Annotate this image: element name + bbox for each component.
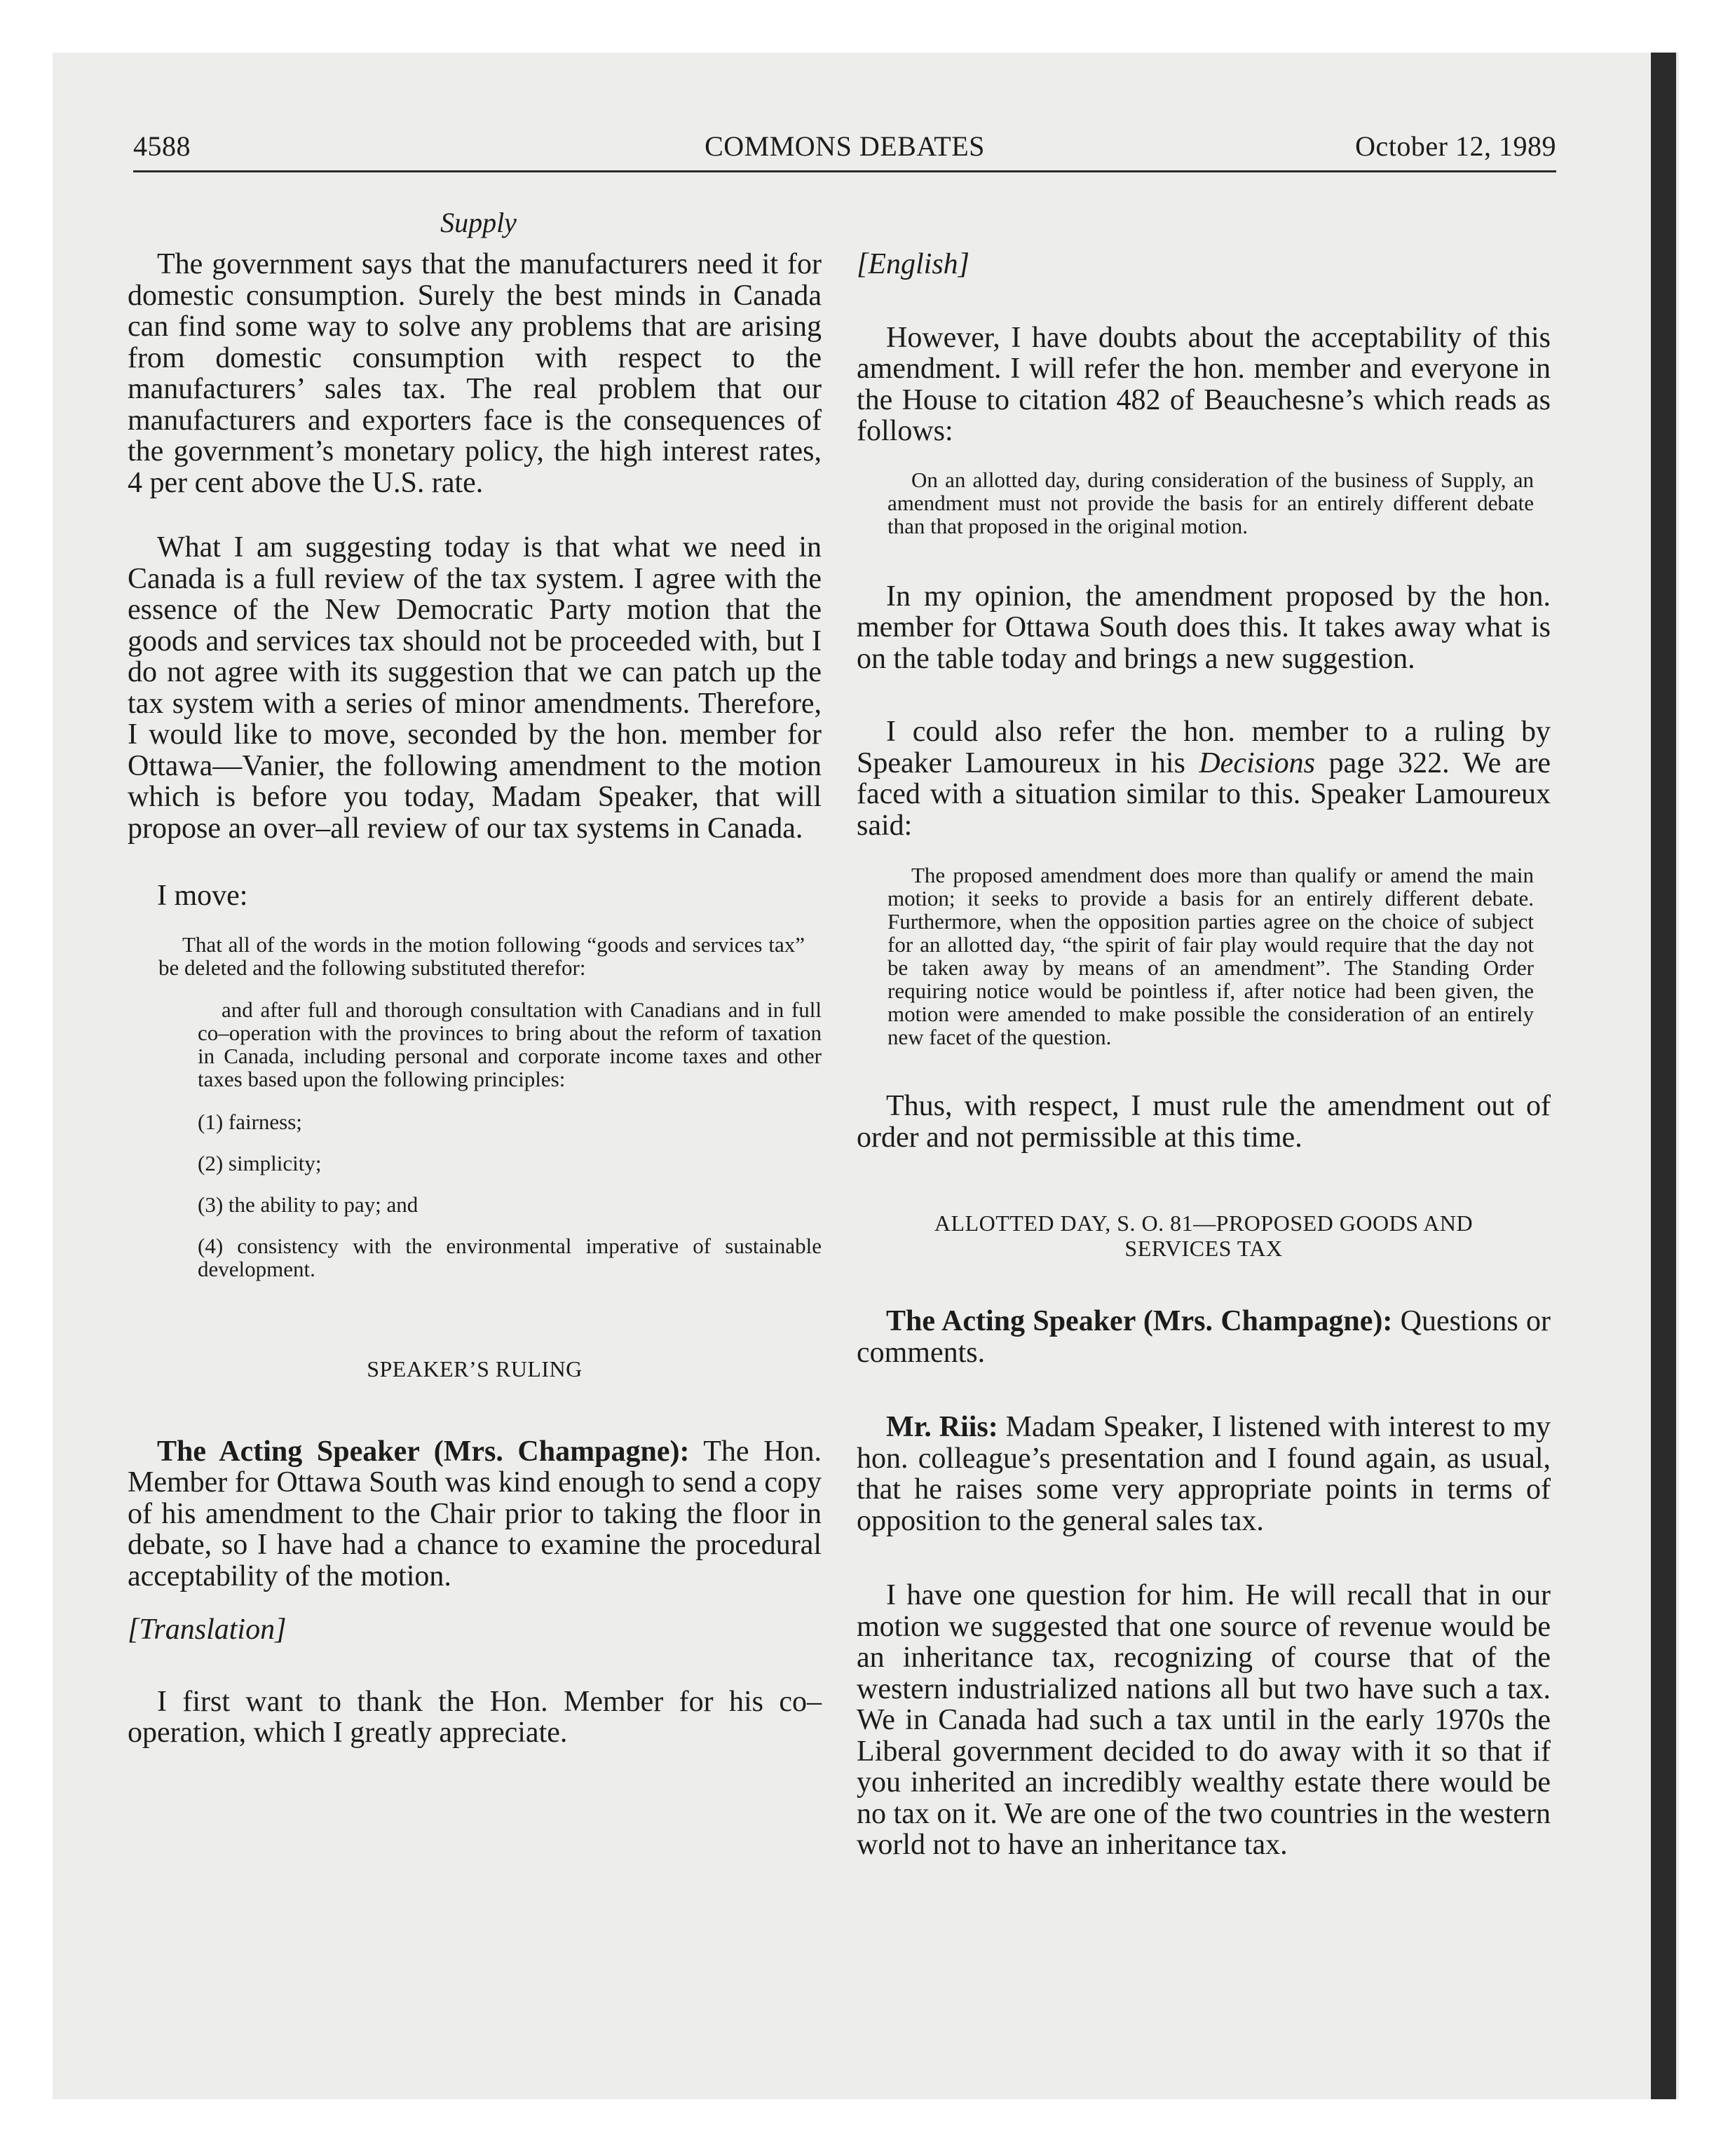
paragraph: However, I have doubts about the acceptability of this amendment. I will refer the hon. member and everyone in the House to citation 482 of Beauchesne’s which reads as follows:	[857, 321, 1551, 447]
binding-edge	[1651, 53, 1676, 2099]
page-number: 4588	[133, 130, 191, 162]
paragraph: In my opinion, the amendment proposed by the hon. member for Ottawa South does this. It takes away what is on the table today and brings a new suggestion.	[857, 580, 1551, 675]
speaker-text: The Hon. Member for Ottawa South was kind enough to send a copy of his amendment to the Chair prior to taking the floor in debate, so I have had a chance to examine the procedural acceptability of the motion.	[128, 1435, 822, 1592]
i-move: I move:	[157, 880, 248, 912]
motion-text: and after full and thorough consultation with Canadians and in full co–operation with the provinces to bring about the reform of taxation in Canada, including personal and corporate income taxes and other taxes based upon the following principles:	[198, 997, 822, 1091]
paragraph: The government says that the manufacturers need it for domestic consumption. Surely the best minds in Canada can find some way to solve any problems that are arising from domestic consumption with respect to the manufacturers’ sales tax. The real problem that our manufacturers and exporters face is the consequences of the government’s monetary policy, the high interest rates, 4 per cent above the U.S. rate.	[128, 248, 822, 499]
speaker-name: The Acting Speaker (Mrs. Champagne):	[157, 1435, 690, 1468]
english-tag: [English]	[857, 248, 970, 280]
principle-item: (3) the ability to pay; and	[198, 1192, 419, 1217]
page-header	[133, 130, 1556, 172]
lamoureux-quote: The proposed amendment does more than qualify or amend the main motion; it seeks to provide a basis for an entirely different debate. Furthermore, when the opposition parties agree on the choice of subject for an allotted day, “the spirit of fair play would require that the day not be taken away by means of an amendment”. The Standing Order requiring notice would be pointless if, after notice had been given, the motion were amended to make possible the consideration of an entirely new facet of the question.	[887, 863, 1534, 1049]
translation-tag: [Translation]	[128, 1613, 287, 1646]
ruling-heading: SPEAKER’S RULING	[367, 1356, 583, 1381]
right-column	[857, 249, 1551, 1861]
principle-item: (4) consistency with the environmental imperative of sustainable development.	[198, 1233, 822, 1281]
decisions-title: Decisions	[1199, 746, 1315, 779]
speaker-name: Mr. Riis:	[886, 1411, 998, 1443]
speaker-statement	[857, 1412, 1551, 1536]
paragraph: I could also refer the hon. member to a ruling by Speaker Lamoureux in his Decisions page 322. We are faced with a situation similar to this. Speaker Lamoureux said:	[857, 716, 1551, 842]
citation-quote: On an allotted day, during consideration of the business of Supply, an amendment must not provide the basis for an entirely different debate than that proposed in the original motion.	[887, 467, 1534, 538]
principle-item: (1) fairness;	[198, 1109, 302, 1134]
page-date: October 12, 1989	[1355, 130, 1556, 162]
publication-title: COMMONS DEBATES	[705, 130, 985, 162]
paragraph: I first want to thank the Hon. Member for his co–operation, which I greatly appreciate.	[128, 1685, 822, 1749]
speaker-statement	[128, 1436, 822, 1592]
paragraph: I have one question for him. He will recall that in our motion we suggested that one source of revenue would be an inheritance tax, recognizing of course that of the western industrialized nations all but two have such a tax. We in Canada had such a tax until in the early 1970s the Liberal government decided to do away with it so that if you inherited an incredibly wealthy estate there would be no tax on it. We are one of the two countries in the western world not to have an inheritance tax.	[857, 1579, 1551, 1861]
principle-item: (2) simplicity;	[198, 1150, 322, 1175]
speaker-text: Questions or comments.	[857, 1305, 1551, 1369]
section-label: Supply	[440, 207, 517, 238]
left-column	[128, 249, 822, 1749]
paragraph: Thus, with respect, I must rule the amendment out of order and not permissible at this time.	[857, 1090, 1551, 1154]
motion-text: That all of the words in the motion following “goods and services tax” be deleted and the following substituted therefor:	[158, 932, 805, 980]
paragraph: What I am suggesting today is that what we need in Canada is a full review of the tax system. I agree with the essence of the New Democratic Party motion that the goods and services tax should not be proceeded with, but I do not agree with its suggestion that we can patch up the tax system with a series of minor amendments. Therefore, I would like to move, seconded by the hon. member for Ottawa—Vanier, the following amendment to the motion which is before you today, Madam Speaker, that will propose an over–all review of our tax systems in Canada.	[128, 531, 822, 845]
allotted-day-heading: ALLOTTED DAY, S. O. 81—PROPOSED GOODS AND SERVICES TAX	[934, 1210, 1474, 1261]
speaker-text: Madam Speaker, I listened with interest to my hon. colleague’s presentation and I found again, as usual, that he raises some very appropriate points in terms of opposition to the general sales tax.	[857, 1411, 1551, 1537]
speaker-statement	[857, 1306, 1551, 1368]
header-rule	[133, 170, 1556, 172]
speaker-name: The Acting Speaker (Mrs. Champagne):	[886, 1305, 1393, 1337]
